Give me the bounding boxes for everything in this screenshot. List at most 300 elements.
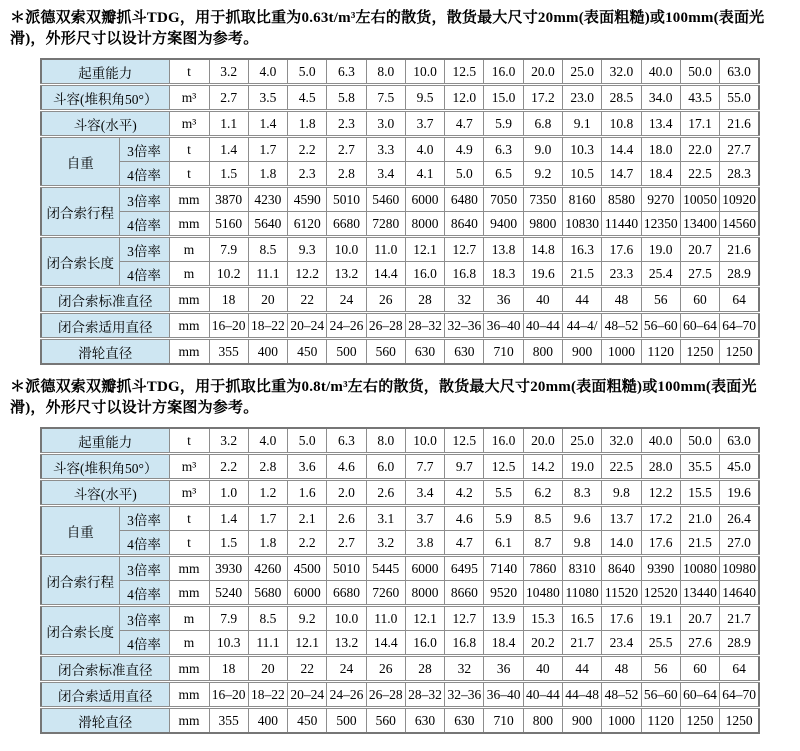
value-cell: 8.3: [563, 480, 602, 506]
row-label-cell: 滑轮直径: [41, 339, 169, 365]
value-cell: 5445: [366, 556, 405, 581]
value-cell: 32.0: [602, 428, 641, 454]
value-cell: 18: [209, 656, 248, 682]
value-cell: 5240: [209, 581, 248, 606]
row-sublabel-cell: 4倍率: [119, 581, 169, 606]
value-cell: 22: [288, 287, 327, 313]
value-cell: 560: [366, 339, 405, 365]
value-cell: 40–44: [523, 313, 562, 339]
value-cell: 50.0: [680, 428, 719, 454]
row-label-cell: 闭合索标准直径: [41, 287, 169, 313]
value-cell: 11080: [563, 581, 602, 606]
unit-cell: mm: [169, 212, 209, 237]
table-row: [41, 581, 759, 606]
value-cell: 4.7: [445, 111, 484, 137]
value-cell: 11520: [602, 581, 641, 606]
row-label-cell: 斗容(堆积角50°）: [41, 454, 169, 480]
value-cell: 9.8: [602, 480, 641, 506]
value-cell: 28.9: [720, 631, 759, 656]
value-cell: 18.3: [484, 262, 523, 287]
value-cell: 13.7: [602, 506, 641, 531]
value-cell: 28: [405, 287, 444, 313]
row-sublabel-cell: 4倍率: [119, 531, 169, 556]
unit-cell: t: [169, 428, 209, 454]
unit-cell: t: [169, 531, 209, 556]
value-cell: 3.7: [405, 506, 444, 531]
value-cell: 7.9: [209, 237, 248, 262]
value-cell: 18.0: [641, 137, 680, 162]
value-cell: 23.4: [602, 631, 641, 656]
value-cell: 13400: [680, 212, 719, 237]
value-cell: 9.2: [523, 162, 562, 187]
value-cell: 14.4: [602, 137, 641, 162]
value-cell: 2.6: [327, 506, 366, 531]
unit-cell: m: [169, 631, 209, 656]
table-row: [41, 262, 759, 287]
value-cell: 3870: [209, 187, 248, 212]
value-cell: 5.9: [484, 111, 523, 137]
value-cell: 1120: [641, 339, 680, 365]
value-cell: 64: [720, 656, 759, 682]
unit-cell: mm: [169, 556, 209, 581]
value-cell: 355: [209, 339, 248, 365]
unit-cell: m³: [169, 454, 209, 480]
value-cell: 8.7: [523, 531, 562, 556]
value-cell: 16.8: [445, 262, 484, 287]
value-cell: 16.0: [405, 631, 444, 656]
value-cell: 16.5: [563, 606, 602, 631]
value-cell: 10080: [680, 556, 719, 581]
value-cell: 28–32: [405, 682, 444, 708]
value-cell: 3.1: [366, 506, 405, 531]
value-cell: 1.5: [209, 162, 248, 187]
value-cell: 800: [523, 708, 562, 734]
value-cell: 2.2: [209, 454, 248, 480]
value-cell: 15.0: [484, 85, 523, 111]
value-cell: 14.4: [366, 262, 405, 287]
value-cell: 1250: [680, 339, 719, 365]
table-row: [41, 212, 759, 237]
value-cell: 32: [445, 287, 484, 313]
value-cell: 355: [209, 708, 248, 734]
value-cell: 1.4: [209, 137, 248, 162]
row-label-cell: 滑轮直径: [41, 708, 169, 734]
value-cell: 13.4: [641, 111, 680, 137]
unit-cell: mm: [169, 581, 209, 606]
value-cell: 1.7: [248, 137, 287, 162]
value-cell: 500: [327, 708, 366, 734]
table-row: [41, 59, 759, 85]
value-cell: 5680: [248, 581, 287, 606]
value-cell: 10.5: [563, 162, 602, 187]
row-sublabel-cell: 4倍率: [119, 262, 169, 287]
value-cell: 16.3: [563, 237, 602, 262]
value-cell: 16.0: [484, 428, 523, 454]
row-sublabel-cell: 3倍率: [119, 237, 169, 262]
spec-table-2-body: [41, 428, 759, 733]
spec-table-2: [40, 427, 760, 734]
value-cell: 1250: [720, 708, 759, 734]
value-cell: 17.2: [523, 85, 562, 111]
value-cell: 17.1: [680, 111, 719, 137]
value-cell: 2.3: [288, 162, 327, 187]
value-cell: 1.8: [248, 162, 287, 187]
value-cell: 3.4: [366, 162, 405, 187]
value-cell: 8310: [563, 556, 602, 581]
value-cell: 1000: [602, 708, 641, 734]
value-cell: 6.5: [484, 162, 523, 187]
value-cell: 19.6: [523, 262, 562, 287]
value-cell: 4.7: [445, 531, 484, 556]
value-cell: 3.4: [405, 480, 444, 506]
value-cell: 3.0: [366, 111, 405, 137]
value-cell: 36: [484, 287, 523, 313]
value-cell: 18.4: [641, 162, 680, 187]
value-cell: 9400: [484, 212, 523, 237]
value-cell: 9.7: [445, 454, 484, 480]
value-cell: 8640: [445, 212, 484, 237]
value-cell: 64: [720, 287, 759, 313]
value-cell: 9270: [641, 187, 680, 212]
row-sublabel-cell: 3倍率: [119, 506, 169, 531]
value-cell: 10980: [720, 556, 759, 581]
value-cell: 630: [445, 708, 484, 734]
unit-cell: mm: [169, 287, 209, 313]
row-label-cell: 闭合索行程: [41, 556, 119, 606]
value-cell: 7.9: [209, 606, 248, 631]
value-cell: 9800: [523, 212, 562, 237]
value-cell: 6.0: [366, 454, 405, 480]
value-cell: 56: [641, 287, 680, 313]
value-cell: 26–28: [366, 682, 405, 708]
value-cell: 7140: [484, 556, 523, 581]
intro-paragraph-2: ＊派德双索双瓣抓斗TDG，用于抓取比重为0.8t/m³左右的散货，散货最大尺寸20mm(表面粗糙)或100mm(表面光滑)，外形尺寸以设计方案图为参考。: [10, 379, 757, 416]
value-cell: 6480: [445, 187, 484, 212]
value-cell: 1.4: [209, 506, 248, 531]
table-row: [41, 111, 759, 137]
row-label-cell: 斗容(堆积角50°）: [41, 85, 169, 111]
unit-cell: m³: [169, 111, 209, 137]
value-cell: 22.5: [680, 162, 719, 187]
value-cell: 1.7: [248, 506, 287, 531]
value-cell: 21.5: [563, 262, 602, 287]
value-cell: 17.6: [641, 531, 680, 556]
value-cell: 13.9: [484, 606, 523, 631]
value-cell: 2.8: [327, 162, 366, 187]
value-cell: 18.4: [484, 631, 523, 656]
unit-cell: mm: [169, 708, 209, 734]
value-cell: 5.0: [445, 162, 484, 187]
value-cell: 28.5: [602, 85, 641, 111]
row-label-cell: 斗容(水平): [41, 480, 169, 506]
value-cell: 25.5: [641, 631, 680, 656]
value-cell: 36: [484, 656, 523, 682]
value-cell: 27.0: [720, 531, 759, 556]
value-cell: 10050: [680, 187, 719, 212]
value-cell: 11.1: [248, 262, 287, 287]
value-cell: 13.2: [327, 262, 366, 287]
value-cell: 23.3: [602, 262, 641, 287]
value-cell: 400: [248, 339, 287, 365]
table-row: [41, 556, 759, 581]
value-cell: 25.4: [641, 262, 680, 287]
value-cell: 2.7: [327, 137, 366, 162]
value-cell: 4.6: [445, 506, 484, 531]
value-cell: 8580: [602, 187, 641, 212]
value-cell: 15.3: [523, 606, 562, 631]
value-cell: 17.6: [602, 237, 641, 262]
value-cell: 9.1: [563, 111, 602, 137]
unit-cell: t: [169, 162, 209, 187]
value-cell: 6.3: [327, 59, 366, 85]
value-cell: 5.9: [484, 506, 523, 531]
value-cell: 2.7: [209, 85, 248, 111]
value-cell: 560: [366, 708, 405, 734]
value-cell: 21.5: [680, 531, 719, 556]
value-cell: 11.0: [366, 606, 405, 631]
value-cell: 10.0: [405, 428, 444, 454]
value-cell: 4.6: [327, 454, 366, 480]
value-cell: 22.5: [602, 454, 641, 480]
value-cell: 25.0: [563, 59, 602, 85]
value-cell: 4.0: [405, 137, 444, 162]
value-cell: 5.8: [327, 85, 366, 111]
value-cell: 20–24: [288, 682, 327, 708]
table-row: [41, 187, 759, 212]
value-cell: 28.0: [641, 454, 680, 480]
value-cell: 10830: [563, 212, 602, 237]
value-cell: 900: [563, 339, 602, 365]
value-cell: 6680: [327, 581, 366, 606]
value-cell: 4.5: [288, 85, 327, 111]
value-cell: 8.5: [523, 506, 562, 531]
value-cell: 26: [366, 656, 405, 682]
value-cell: 12.0: [445, 85, 484, 111]
value-cell: 7.5: [366, 85, 405, 111]
value-cell: 5640: [248, 212, 287, 237]
value-cell: 60–64: [680, 313, 719, 339]
value-cell: 55.0: [720, 85, 759, 111]
value-cell: 22.0: [680, 137, 719, 162]
value-cell: 5010: [327, 187, 366, 212]
value-cell: 5160: [209, 212, 248, 237]
value-cell: 40–44: [523, 682, 562, 708]
value-cell: 34.0: [641, 85, 680, 111]
value-cell: 36–40: [484, 313, 523, 339]
value-cell: 17.6: [602, 606, 641, 631]
value-cell: 16.0: [484, 59, 523, 85]
value-cell: 3.2: [209, 428, 248, 454]
value-cell: 19.1: [641, 606, 680, 631]
value-cell: 12.7: [445, 606, 484, 631]
table-row: [41, 137, 759, 162]
value-cell: 19.6: [720, 480, 759, 506]
row-label-cell: 起重能力: [41, 428, 169, 454]
value-cell: 14560: [720, 212, 759, 237]
value-cell: 12350: [641, 212, 680, 237]
value-cell: 630: [405, 708, 444, 734]
value-cell: 44: [563, 656, 602, 682]
value-cell: 32: [445, 656, 484, 682]
unit-cell: m: [169, 237, 209, 262]
value-cell: 63.0: [720, 428, 759, 454]
value-cell: 2.8: [248, 454, 287, 480]
value-cell: 3.2: [366, 531, 405, 556]
value-cell: 630: [445, 339, 484, 365]
value-cell: 7260: [366, 581, 405, 606]
value-cell: 9.3: [288, 237, 327, 262]
value-cell: 15.5: [680, 480, 719, 506]
value-cell: 12.1: [405, 237, 444, 262]
value-cell: 710: [484, 708, 523, 734]
value-cell: 3930: [209, 556, 248, 581]
value-cell: 3.6: [288, 454, 327, 480]
value-cell: 16–20: [209, 682, 248, 708]
value-cell: 12.1: [405, 606, 444, 631]
value-cell: 8.5: [248, 237, 287, 262]
value-cell: 13440: [680, 581, 719, 606]
value-cell: 28.9: [720, 262, 759, 287]
value-cell: 25.0: [563, 428, 602, 454]
value-cell: 50.0: [680, 59, 719, 85]
value-cell: 630: [405, 339, 444, 365]
value-cell: 1.0: [209, 480, 248, 506]
value-cell: 21.6: [720, 111, 759, 137]
value-cell: 8660: [445, 581, 484, 606]
value-cell: 9.8: [563, 531, 602, 556]
value-cell: 4.0: [248, 59, 287, 85]
value-cell: 20: [248, 287, 287, 313]
value-cell: 20: [248, 656, 287, 682]
value-cell: 6.8: [523, 111, 562, 137]
value-cell: 56–60: [641, 682, 680, 708]
row-label-cell: 闭合索适用直径: [41, 313, 169, 339]
value-cell: 14.7: [602, 162, 641, 187]
value-cell: 40.0: [641, 59, 680, 85]
value-cell: 12.5: [445, 428, 484, 454]
value-cell: 12.2: [641, 480, 680, 506]
value-cell: 1000: [602, 339, 641, 365]
value-cell: 64–70: [720, 682, 759, 708]
value-cell: 32–36: [445, 682, 484, 708]
value-cell: 28: [405, 656, 444, 682]
value-cell: 20.0: [523, 59, 562, 85]
value-cell: 24–26: [327, 682, 366, 708]
value-cell: 27.7: [720, 137, 759, 162]
value-cell: 12.2: [288, 262, 327, 287]
row-label-cell: 起重能力: [41, 59, 169, 85]
value-cell: 56–60: [641, 313, 680, 339]
value-cell: 20–24: [288, 313, 327, 339]
value-cell: 1.1: [209, 111, 248, 137]
value-cell: 7350: [523, 187, 562, 212]
unit-cell: mm: [169, 682, 209, 708]
value-cell: 5010: [327, 556, 366, 581]
value-cell: 900: [563, 708, 602, 734]
value-cell: 40.0: [641, 428, 680, 454]
value-cell: 48: [602, 656, 641, 682]
value-cell: 10.3: [209, 631, 248, 656]
value-cell: 10.0: [405, 59, 444, 85]
value-cell: 21.7: [563, 631, 602, 656]
value-cell: 8640: [602, 556, 641, 581]
value-cell: 400: [248, 708, 287, 734]
value-cell: 11440: [602, 212, 641, 237]
value-cell: 64–70: [720, 313, 759, 339]
value-cell: 32.0: [602, 59, 641, 85]
value-cell: 6.3: [327, 428, 366, 454]
value-cell: 10.0: [327, 237, 366, 262]
value-cell: 36–40: [484, 682, 523, 708]
value-cell: 2.2: [288, 137, 327, 162]
value-cell: 5.0: [288, 428, 327, 454]
value-cell: 21.0: [680, 506, 719, 531]
row-label-cell: 闭合索长度: [41, 606, 119, 656]
value-cell: 2.7: [327, 531, 366, 556]
table-row: [41, 237, 759, 262]
value-cell: 63.0: [720, 59, 759, 85]
value-cell: 5460: [366, 187, 405, 212]
value-cell: 4.9: [445, 137, 484, 162]
value-cell: 20.7: [680, 237, 719, 262]
value-cell: 12520: [641, 581, 680, 606]
value-cell: 3.2: [209, 59, 248, 85]
value-cell: 19.0: [563, 454, 602, 480]
value-cell: 45.0: [720, 454, 759, 480]
value-cell: 18: [209, 287, 248, 313]
row-sublabel-cell: 3倍率: [119, 187, 169, 212]
value-cell: 12.7: [445, 237, 484, 262]
table-row: [41, 631, 759, 656]
value-cell: 9.5: [405, 85, 444, 111]
value-cell: 8000: [405, 212, 444, 237]
value-cell: 44: [563, 287, 602, 313]
table-row: [41, 606, 759, 631]
unit-cell: m: [169, 262, 209, 287]
value-cell: 6680: [327, 212, 366, 237]
value-cell: 6000: [405, 556, 444, 581]
value-cell: 10.8: [602, 111, 641, 137]
value-cell: 2.2: [288, 531, 327, 556]
value-cell: 17.2: [641, 506, 680, 531]
value-cell: 16–20: [209, 313, 248, 339]
row-label-cell: 自重: [41, 137, 119, 187]
value-cell: 24: [327, 656, 366, 682]
value-cell: 7860: [523, 556, 562, 581]
spec-table-1-body: [41, 59, 759, 364]
value-cell: 24–26: [327, 313, 366, 339]
value-cell: 44–4/: [563, 313, 602, 339]
value-cell: 48–52: [602, 313, 641, 339]
value-cell: 450: [288, 339, 327, 365]
unit-cell: m: [169, 606, 209, 631]
value-cell: 3.3: [366, 137, 405, 162]
spec-table-1: [40, 58, 760, 365]
table-row: [41, 85, 759, 111]
value-cell: 7.7: [405, 454, 444, 480]
value-cell: 1.4: [248, 111, 287, 137]
value-cell: 56: [641, 656, 680, 682]
table-row: [41, 531, 759, 556]
value-cell: 13.2: [327, 631, 366, 656]
value-cell: 1250: [680, 708, 719, 734]
value-cell: 60: [680, 656, 719, 682]
table-row: [41, 480, 759, 506]
value-cell: 2.6: [366, 480, 405, 506]
value-cell: 32–36: [445, 313, 484, 339]
value-cell: 13.8: [484, 237, 523, 262]
row-sublabel-cell: 4倍率: [119, 162, 169, 187]
